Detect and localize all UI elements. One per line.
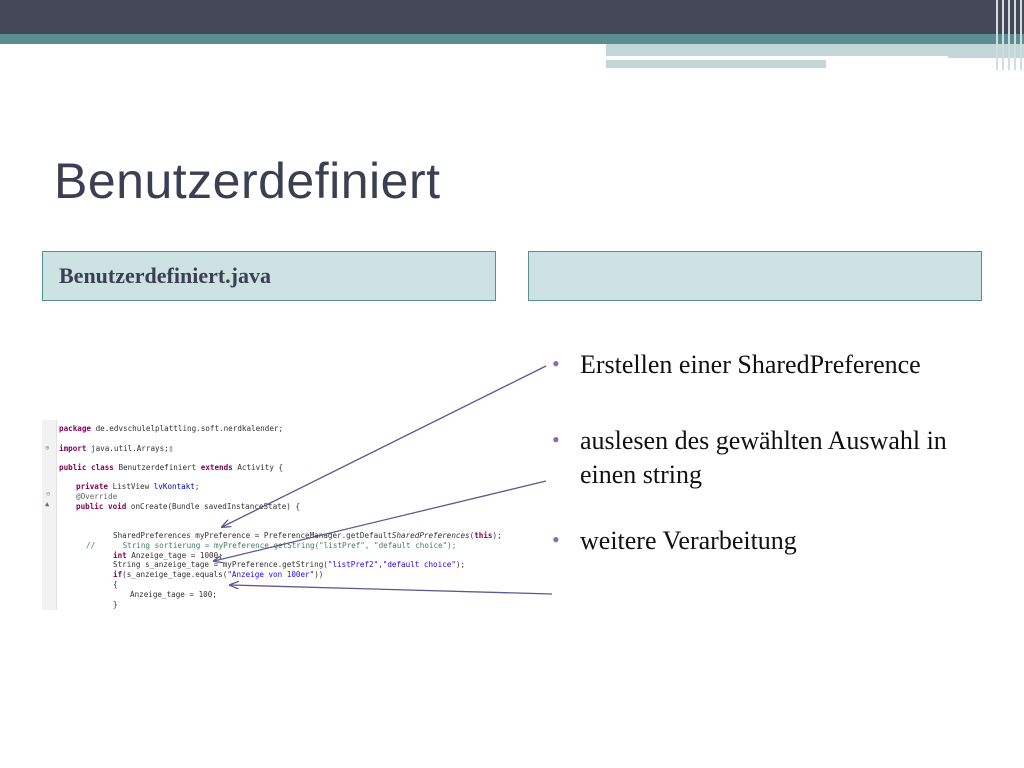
code-line: int Anzeige_tage = 1000; [113,551,223,560]
code-line: { [113,580,118,589]
arrow-verarbeitung [230,585,552,594]
code-line: import java.util.Arrays;▯ [59,444,174,453]
code-line: Anzeige_tage = 100; [130,590,217,599]
code-line: public void onCreate(Bundle savedInstanceState) { [76,502,301,511]
arrow-getstring [214,481,546,561]
code-line: private ListView lvKontakt; [76,482,200,491]
bullet-dot-icon: • [552,427,560,452]
code-line: // String sortierung = myPreference.getString("listPref", "default choice"); [86,541,457,550]
header-left-label: Benutzerdefiniert.java [59,263,271,288]
code-line: String s_anzeige_tage = myPreference.getString("listPref2","default choice"); [113,560,466,569]
bullet-dot-icon: • [552,527,560,552]
bullet-item: • auslesen des gewählten Auswahl in einen string [552,424,992,492]
slide-title: Benutzerdefiniert [54,153,441,209]
fold-marker-icon: ⊕ [45,444,50,452]
code-line: public class Benutzerdefiniert extends Activity { [59,463,284,472]
bullet-dot-icon: • [552,351,560,376]
code-line: @Override [76,492,118,501]
bullet-item: • Erstellen einer SharedPreference [552,348,992,382]
override-marker-icon: ▲ [45,500,50,508]
code-line: if(s_anzeige_tage.equals("Anzeige von 100er")) [113,570,324,579]
code-line: } [113,600,118,609]
code-line: SharedPreferences myPreference = PreferenceManager.getDefaultSharedPreferences(this); [113,531,502,540]
arrow-sharedpreference [222,366,546,527]
fold-marker-icon: ⊖ [46,490,51,498]
bullet-item: • weitere Verarbeitung [552,524,992,558]
code-line: package de.edvschulelplattling.soft.nerdkalender; [59,424,284,433]
